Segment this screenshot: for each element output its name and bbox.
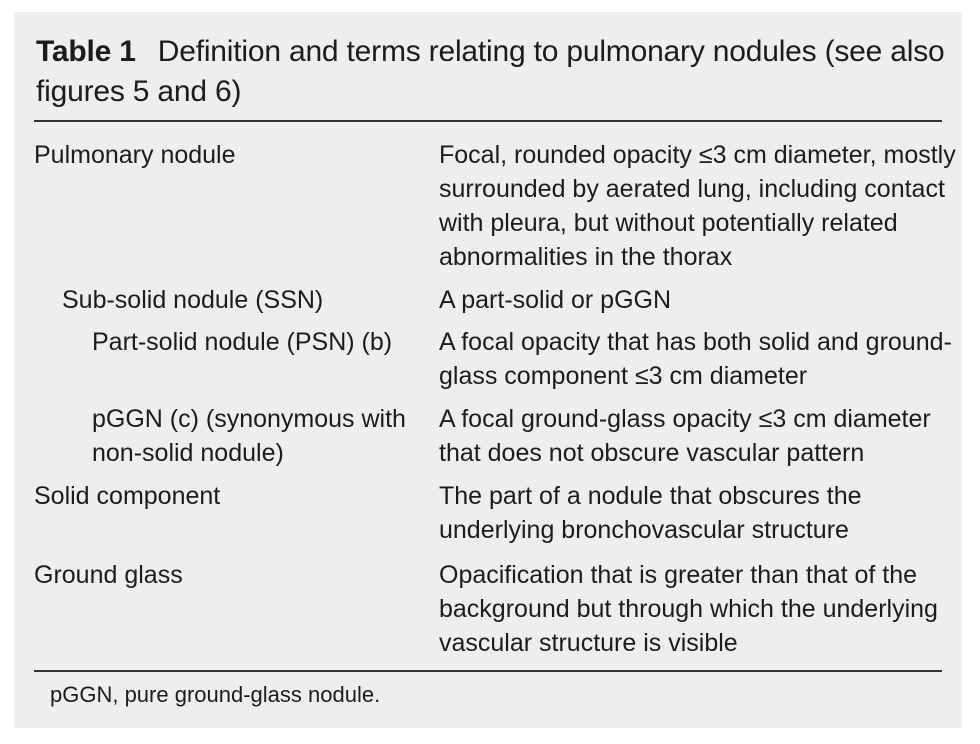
definition-ground-glass: Opacification that is greater than that of the background but through which the underlying vascular structure is visible xyxy=(439,561,938,657)
definition-part-solid-nodule: A focal opacity that has both solid and ground-glass component ≤3 cm diameter xyxy=(439,328,952,390)
term-pulmonary-nodule: Pulmonary nodule xyxy=(34,141,236,169)
term-ground-glass: Ground glass xyxy=(34,561,183,589)
top-rule xyxy=(34,120,942,122)
table-number: Table 1 xyxy=(36,35,136,68)
definition-pulmonary-nodule: Focal, rounded opacity ≤3 cm diameter, mostly surrounded by aerated lung, including contact with pleura, but without potentially related abnormalities in the thorax xyxy=(439,141,956,271)
table-panel xyxy=(14,12,962,728)
definition-pggn: A focal ground-glass opacity ≤3 cm diameter that does not obscure vascular pattern xyxy=(439,405,931,467)
table-title: Definition and terms relating to pulmonary nodules (see also figures 5 and 6) xyxy=(36,35,945,108)
table-caption xyxy=(36,32,946,112)
bottom-rule xyxy=(34,670,942,672)
term-sub-solid-nodule: Sub-solid nodule (SSN) xyxy=(62,286,324,314)
table-footnote: pGGN, pure ground-glass nodule. xyxy=(50,682,381,707)
definition-sub-solid-nodule: A part-solid or pGGN xyxy=(439,286,672,314)
term-part-solid-nodule: Part-solid nodule (PSN) (b) xyxy=(92,328,393,356)
term-solid-component: Solid component xyxy=(34,482,221,510)
definition-solid-component: The part of a nodule that obscures the underlying bronchovascular structure xyxy=(439,482,862,544)
term-pggn: pGGN (c) (synonymous with non-solid nodule) xyxy=(92,405,406,467)
